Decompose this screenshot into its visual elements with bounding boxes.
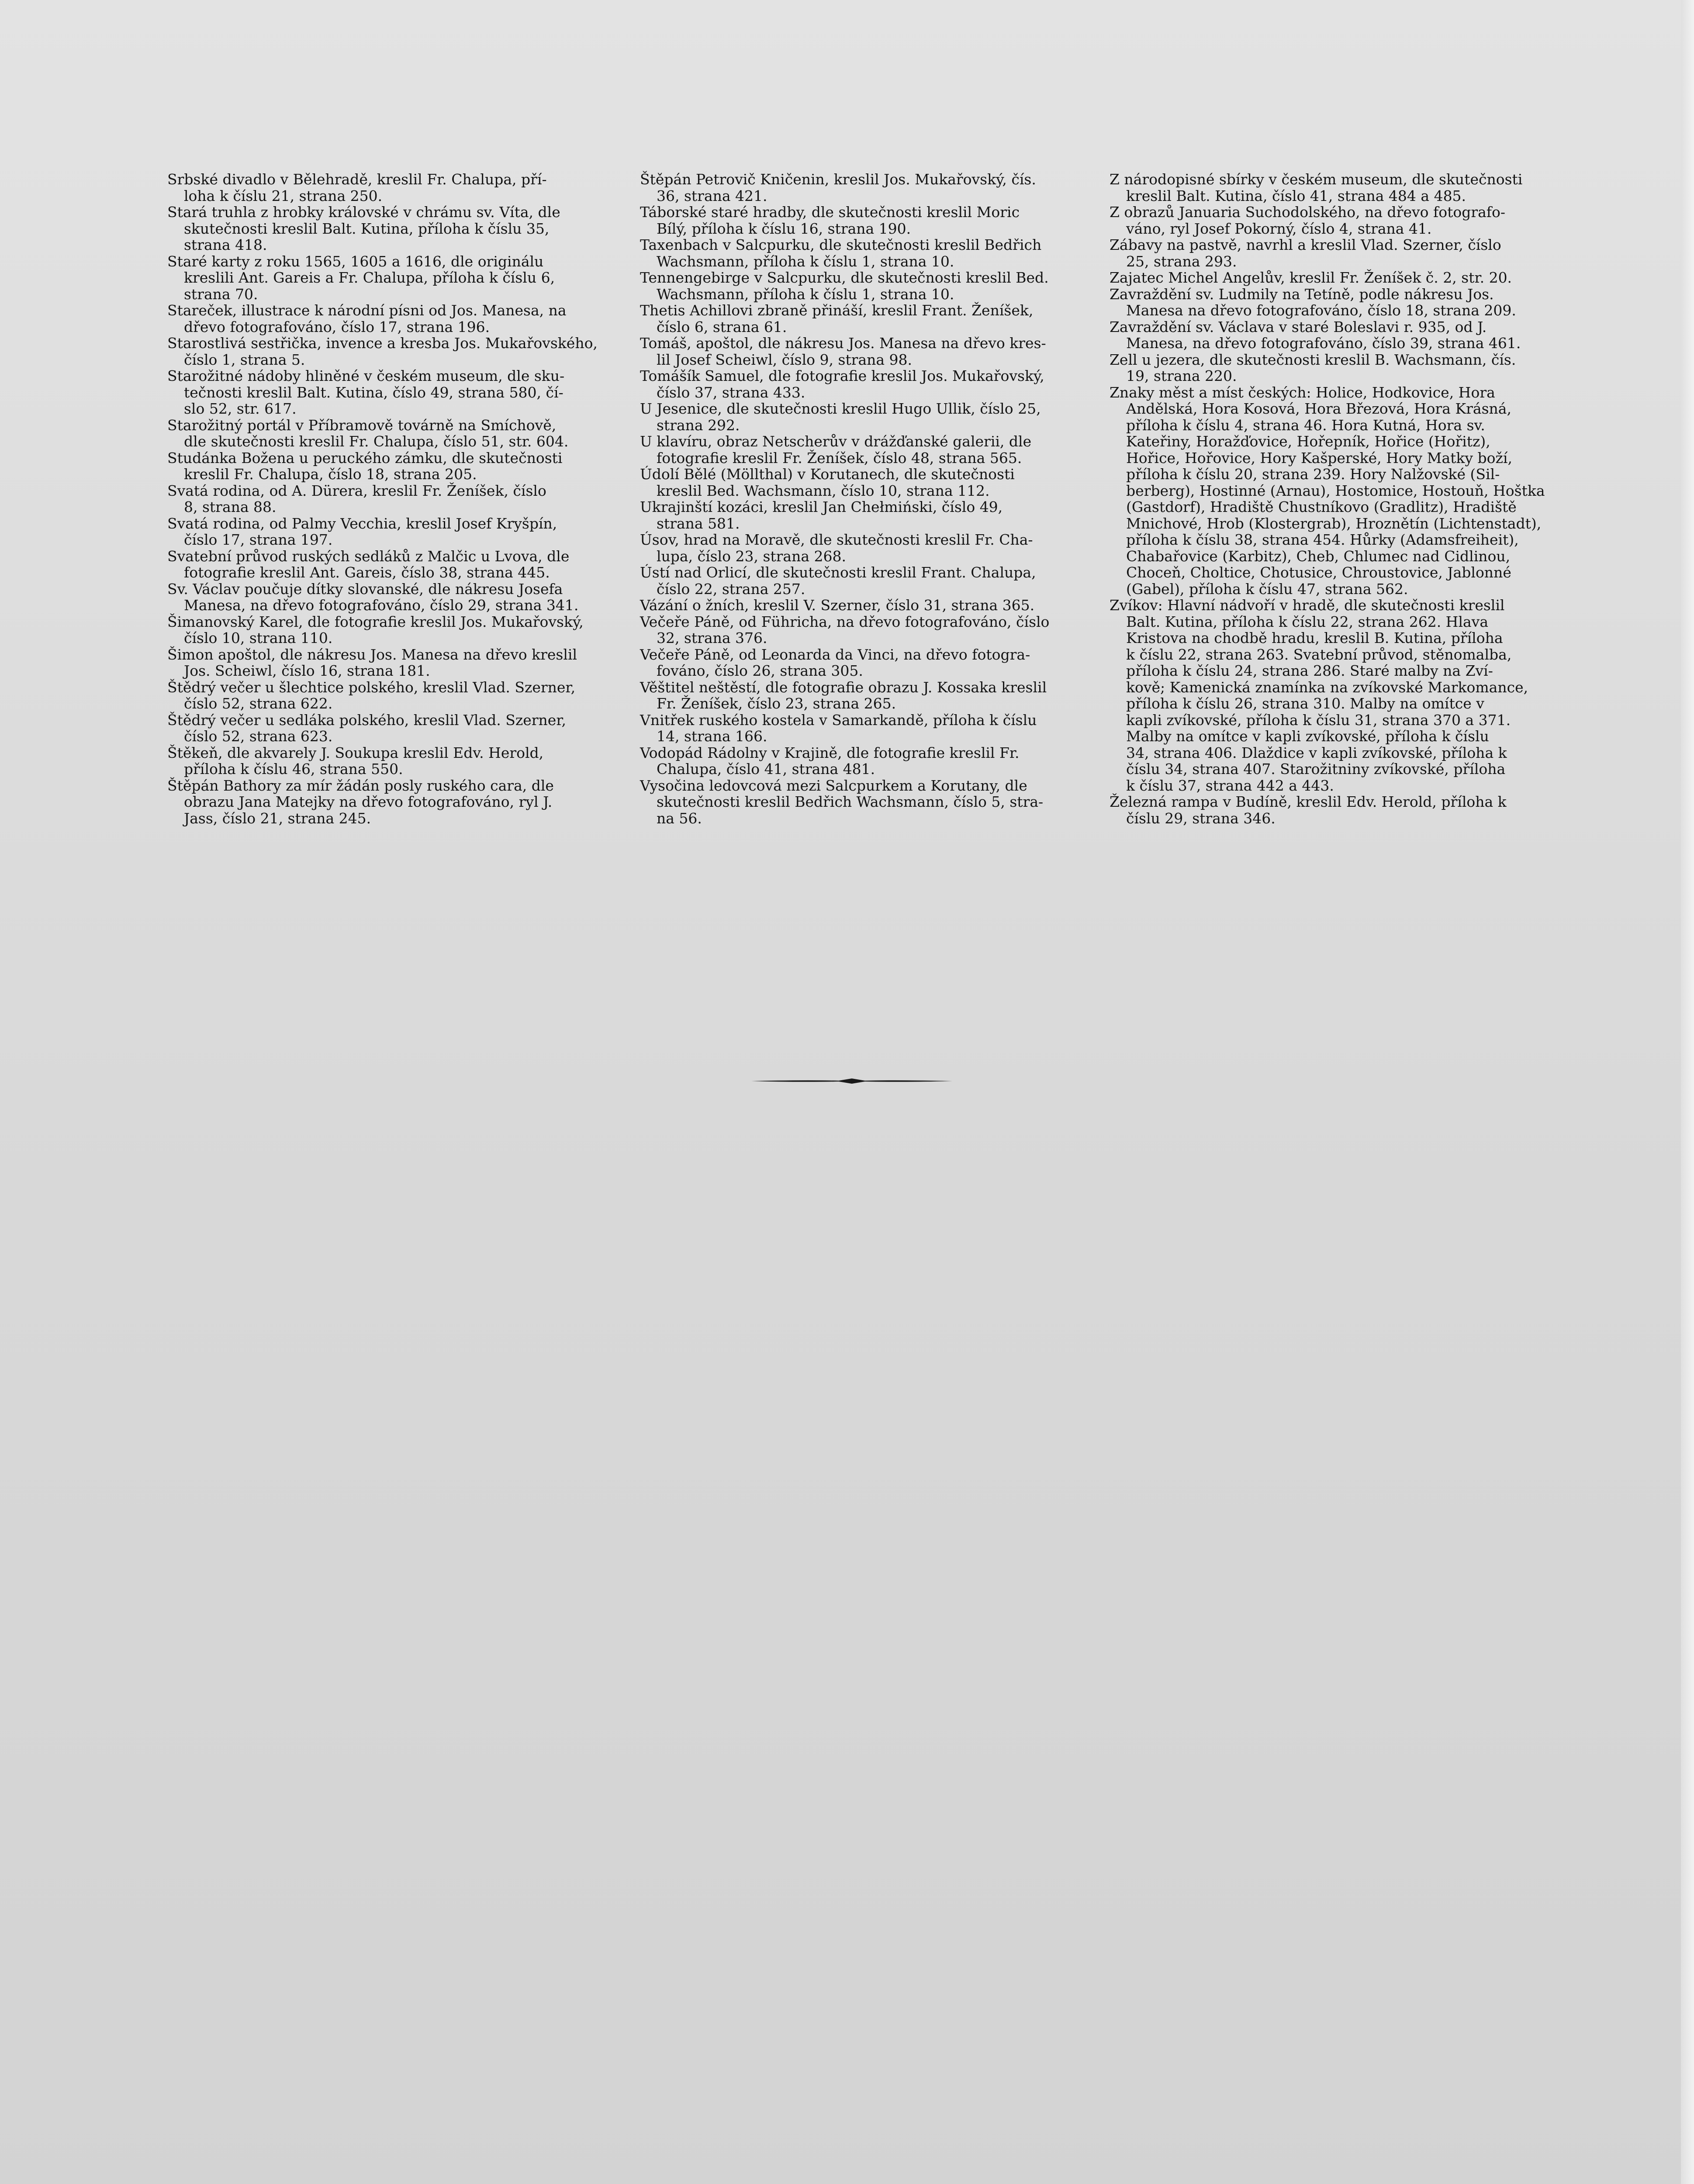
entry-continuation-line: kově; Kamenická znamínka na zvíkovské Markomance, [1126, 678, 1528, 696]
entry-line: Štědrý večer u šlechtice polského, kreslil Vlad. Szerner, [167, 678, 576, 696]
entry-continuation-line: číslo 17, strana 197. [184, 531, 333, 548]
entry-line: Vnitřek ruského kostela v Samarkandě, příloha k číslu [640, 711, 1037, 729]
index-entry [640, 433, 1099, 466]
index-entry [1110, 237, 1568, 270]
entry-line: Starožitné nádoby hliněné v českém museum, dle sku- [167, 367, 565, 384]
entry-line: Štěkeň, dle akvarely J. Soukupa kreslil Edv. Herold, [167, 744, 544, 761]
entry-continuation-line: fotografie kreslil Fr. Ženíšek, číslo 48, strana 565. [657, 449, 1022, 467]
entry-line: Zavraždění sv. Ludmily na Tetíně, podle nákresu Jos. [1110, 285, 1494, 303]
index-entry [1110, 319, 1568, 352]
entry-continuation-line: Chalupa, číslo 41, strana 481. [657, 760, 875, 778]
entry-continuation-line: k číslu 37, strana 442 a 443. [1126, 777, 1334, 794]
entry-continuation-line: strana 581. [657, 515, 740, 532]
entry-continuation-line: číslo 1, strana 5. [184, 351, 305, 368]
entry-continuation-line: příloha k číslu 38, strana 454. Hůrky (Adamsfreiheit), [1126, 531, 1519, 548]
entry-line: Šimanovský Karel, dle fotografie kreslil Jos. Mukařovský, [167, 613, 584, 630]
entry-line: Štěpán Bathory za mír žádán posly ruského cara, dle [167, 777, 554, 794]
entry-continuation-line: lupa, číslo 23, strana 268. [657, 547, 846, 565]
index-entry [167, 253, 626, 303]
entry-continuation-line: číslo 22, strana 257. [657, 580, 806, 598]
index-entry [167, 515, 626, 548]
index-entry [1110, 384, 1568, 598]
index-entry [167, 778, 626, 827]
page-edge [1681, 0, 1694, 2184]
entry-line: Ukrajinští kozáci, kreslil Jan Chełmiński, číslo 49, [640, 498, 1003, 515]
entry-continuation-line: kapli zvíkovské, příloha k číslu 31, strana 370 a 371. [1126, 711, 1511, 729]
ornament-divider [751, 1075, 952, 1088]
entry-continuation-line: tečnosti kreslil Balt. Kutina, číslo 49, strana 580, čí- [184, 384, 564, 401]
entry-line: Zajatec Michel Angelův, kreslil Fr. Ženíšek č. 2, str. 20. [1110, 269, 1512, 286]
entry-line: Stareček, illustrace k národní písni od Jos. Manesa, na [167, 302, 567, 319]
entry-continuation-line: Choceň, Choltice, Chotusice, Chroustovice, Jablonné [1126, 564, 1511, 581]
entry-line: Starožitný portál v Příbramově továrně na Smíchově, [167, 416, 557, 434]
entry-line: Železná rampa v Budíně, kreslil Edv. Herold, příloha k [1110, 793, 1507, 810]
entry-continuation-line: dle skutečnosti kreslil Fr. Chalupa, číslo 51, str. 604. [184, 433, 569, 450]
entry-continuation-line: číslu 34, strana 407. Starožitniny zvíkovské, příloha [1126, 760, 1506, 778]
entry-continuation-line: kreslili Ant. Gareis a Fr. Chalupa, příloha k číslu 6, [184, 269, 555, 286]
entry-continuation-line: Wachsmann, příloha k číslu 1, strana 10. [657, 252, 954, 270]
index-entry [640, 368, 1099, 401]
entry-continuation-line: 25, strana 293. [1126, 252, 1237, 270]
entry-line: Srbské divadlo v Bělehradě, kreslil Fr. Chalupa, pří- [167, 171, 547, 188]
index-entry [1110, 794, 1568, 826]
entry-continuation-line: (Gabel), příloha k číslu 47, strana 562. [1126, 580, 1408, 598]
entry-line: Úsov, hrad na Moravě, dle skutečnosti kreslil Fr. Cha- [640, 531, 1033, 548]
entry-line: Štědrý večer u sedláka polského, kreslil Vlad. Szerner, [167, 711, 566, 729]
entry-continuation-line: kreslil Bed. Wachsmann, číslo 10, strana 112. [657, 482, 990, 499]
index-entry [167, 450, 626, 483]
entry-continuation-line: Wachsmann, příloha k číslu 1, strana 10. [657, 285, 954, 303]
entry-line: Tennengebirge v Salcpurku, dle skutečnosti kreslil Bed. [640, 269, 1049, 286]
entry-line: Večeře Páně, od Führicha, na dřevo fotografováno, číslo [640, 613, 1050, 630]
entry-continuation-line: 14, strana 166. [657, 728, 767, 745]
index-entry [640, 335, 1099, 368]
entry-line: Zvíkov: Hlavní nádvoří v hradě, dle skutečnosti kreslil [1110, 597, 1505, 614]
index-entry [640, 171, 1099, 204]
entry-continuation-line: Jass, číslo 21, strana 245. [184, 809, 371, 827]
index-entry [1110, 286, 1568, 319]
entry-continuation-line: Balt. Kutina, příloha k číslu 22, strana 262. Hlava [1126, 613, 1488, 630]
entry-line: Šimon apoštol, dle nákresu Jos. Manesa na dřevo kreslil [167, 646, 577, 663]
entry-line: Studánka Božena u peruckého zámku, dle skutečnosti [167, 449, 563, 467]
entry-continuation-line: (Gastdorf), Hradiště Chustníkovo (Gradlitz), Hradiště [1126, 498, 1517, 515]
entry-line: Sv. Václav poučuje dítky slovanské, dle nákresu Josefa [167, 580, 563, 598]
index-entry [167, 335, 626, 368]
entry-line: Svatební průvod ruských sedláků z Malčic u Lvova, dle [167, 547, 570, 565]
entry-continuation-line: kreslil Fr. Chalupa, číslo 18, strana 205. [184, 466, 477, 483]
entry-line: Zavraždění sv. Václava v staré Boleslavi r. 935, od J. [1110, 318, 1487, 335]
entry-continuation-line: příloha k číslu 4, strana 46. Hora Kutná, Hora sv. [1126, 416, 1485, 434]
entry-continuation-line: 36, strana 421. [657, 187, 767, 204]
entry-continuation-line: Hořice, Hořovice, Hory Kašperské, Hory Matky boží, [1126, 449, 1512, 467]
index-entry [1110, 597, 1568, 794]
entry-continuation-line: dřevo fotografováno, číslo 17, strana 196. [184, 318, 490, 335]
entry-line: U klavíru, obraz Netscherův v drážďanské galerii, dle [640, 433, 1032, 450]
index-column-2 [640, 171, 1099, 826]
index-entry [167, 204, 626, 253]
entry-continuation-line: berberg), Hostinné (Arnau), Hostomice, Hostouň, Hoštka [1126, 482, 1545, 499]
entry-continuation-line: Malby na omítce v kapli zvíkovské, příloha k číslu [1126, 728, 1489, 745]
index-entry [640, 712, 1099, 745]
index-entry [167, 548, 626, 581]
entry-line: Zell u jezera, dle skutečnosti kreslil B. Wachsmann, čís. [1110, 351, 1516, 368]
entry-continuation-line: 19, strana 220. [1126, 367, 1237, 384]
entry-line: Tomášík Samuel, dle fotografie kreslil Jos. Mukařovský, [640, 367, 1044, 384]
entry-line: Ústí nad Orlicí, dle skutečnosti kreslil Frant. Chalupa, [640, 564, 1036, 581]
index-entry [640, 270, 1099, 302]
index-entry [640, 466, 1099, 499]
entry-continuation-line: na 56. [657, 809, 702, 827]
index-entry [167, 646, 626, 679]
index-entry [640, 237, 1099, 270]
index-entry [167, 171, 626, 204]
entry-line: Táborské staré hradby, dle skutečnosti kreslil Moric [640, 204, 1020, 221]
index-entry [1110, 204, 1568, 237]
entry-continuation-line: 8, strana 88. [184, 498, 277, 515]
entry-continuation-line: číslo 37, strana 433. [657, 384, 806, 401]
entry-continuation-line: Bílý, příloha k číslu 16, strana 190. [657, 220, 911, 237]
index-entry [640, 302, 1099, 335]
entry-continuation-line: Kristova na chodbě hradu, kreslil B. Kutina, příloha [1126, 629, 1503, 646]
entry-line: Taxenbach v Salcpurku, dle skutečnosti kreslil Bedřich [640, 236, 1042, 253]
entry-line: Tomáš, apoštol, dle nákresu Jos. Manesa na dřevo kres- [640, 335, 1046, 352]
entry-continuation-line: fováno, číslo 26, strana 305. [657, 662, 863, 679]
entry-continuation-line: fotografie kreslil Ant. Gareis, číslo 38, strana 445. [184, 564, 550, 581]
index-entry [640, 204, 1099, 237]
index-entry [167, 745, 626, 778]
entry-continuation-line: strana 70. [184, 285, 258, 303]
entry-continuation-line: lil Josef Scheiwl, číslo 9, strana 98. [657, 351, 913, 368]
index-entry [1110, 352, 1568, 384]
index-entry [640, 614, 1099, 646]
entry-line: U Jesenice, dle skutečnosti kreslil Hugo Ullik, číslo 25, [640, 400, 1041, 417]
entry-continuation-line: skutečnosti kreslil Bedřich Wachsmann, číslo 5, stra- [657, 793, 1044, 810]
entry-line: Starostlivá sestřička, invence a kresba Jos. Mukařovského, [167, 335, 598, 352]
index-entry [167, 302, 626, 335]
index-entry [167, 483, 626, 515]
index-entry [640, 532, 1099, 564]
entry-continuation-line: číslo 6, strana 61. [657, 318, 787, 335]
index-entry [640, 499, 1099, 532]
index-entry [167, 417, 626, 450]
entry-continuation-line: slo 52, str. 617. [184, 400, 297, 417]
index-entry [640, 778, 1099, 827]
index-entry [640, 646, 1099, 679]
entry-continuation-line: strana 418. [184, 236, 267, 253]
entry-line: Věštitel neštěstí, dle fotografie obrazu J. Kossaka kreslil [640, 678, 1047, 696]
entry-line: Znaky měst a míst českých: Holice, Hodkovice, Hora [1110, 384, 1495, 401]
entry-line: Z obrazů Januaria Suchodolského, na dřevo fotografo- [1110, 204, 1506, 221]
index-entry [640, 401, 1099, 433]
entry-continuation-line: Fr. Ženíšek, číslo 23, strana 265. [657, 695, 896, 712]
index-column-3 [1110, 171, 1568, 826]
entry-line: Svatá rodina, od A. Dürera, kreslil Fr. Ženíšek, číslo [167, 482, 546, 499]
index-entry [167, 712, 626, 745]
index-entry [167, 368, 626, 417]
entry-continuation-line: váno, ryl Josef Pokorný, číslo 4, strana 41. [1126, 220, 1432, 237]
entry-continuation-line: příloha k číslu 26, strana 310. Malby na omítce v [1126, 695, 1484, 712]
entry-line: Večeře Páně, od Leonarda da Vinci, na dřevo fotogra- [640, 646, 1030, 663]
entry-line: Staré karty z roku 1565, 1605 a 1616, dle originálu [167, 252, 544, 270]
entry-continuation-line: Mnichové, Hrob (Klostergrab), Hroznětín (Lichtenstadt), [1126, 515, 1542, 532]
index-entry [640, 597, 1099, 614]
index-entry [640, 745, 1099, 778]
entry-continuation-line: Manesa, na dřevo fotografováno, číslo 29, strana 341. [184, 597, 579, 614]
index-entry [167, 581, 626, 614]
entry-line: Svatá rodina, od Palmy Vecchia, kreslil Josef Kryšpín, [167, 515, 557, 532]
entry-continuation-line: číslo 10, strana 110. [184, 629, 333, 646]
entry-line: Thetis Achillovi zbraně přináší, kreslil Frant. Ženíšek, [640, 302, 1034, 319]
entry-line: Stará truhla z hrobky královské v chrámu sv. Víta, dle [167, 204, 560, 221]
entry-continuation-line: skutečnosti kreslil Balt. Kutina, příloha k číslu 35, [184, 220, 550, 237]
entry-line: Zábavy na pastvě, navrhl a kreslil Vlad. Szerner, číslo [1110, 236, 1501, 253]
entry-continuation-line: Manesa na dřevo fotografováno, číslo 18, strana 209. [1126, 302, 1516, 319]
entry-continuation-line: obrazu Jana Matejky na dřevo fotografováno, ryl J. [184, 793, 553, 810]
entry-continuation-line: 34, strana 406. Dlaždice v kapli zvíkovské, příloha k [1126, 744, 1507, 761]
entry-continuation-line: Andělská, Hora Kosová, Hora Březová, Hora Krásná, [1126, 400, 1511, 417]
entry-continuation-line: příloha k číslu 20, strana 239. Hory Nalžovské (Sil- [1126, 466, 1500, 483]
entry-continuation-line: Jos. Scheiwl, číslo 16, strana 181. [184, 662, 430, 679]
index-entry [167, 679, 626, 712]
entry-line: Vysočina ledovcová mezi Salcpurkem a Korutany, dle [640, 777, 1027, 794]
entry-continuation-line: příloha k číslu 46, strana 550. [184, 760, 403, 778]
entry-continuation-line: k číslu 22, strana 263. Svatební průvod, stěnomalba, [1126, 646, 1512, 663]
index-entry [640, 564, 1099, 597]
entry-line: Vázání o žních, kreslil V. Szerner, číslo 31, strana 365. [640, 597, 1035, 614]
entry-continuation-line: Kateřiny, Horažďovice, Hořepník, Hořice (Hořitz), [1126, 433, 1490, 450]
entry-line: Štěpán Petrovič Kničenin, kreslil Jos. Mukařovský, čís. [640, 171, 1036, 188]
entry-continuation-line: číslo 52, strana 623. [184, 728, 333, 745]
entry-continuation-line: kreslil Balt. Kutina, číslo 41, strana 484 a 485. [1126, 187, 1466, 204]
entry-line: Vodopád Rádolny v Krajině, dle fotografie kreslil Fr. [640, 744, 1020, 761]
entry-line: Údolí Bělé (Möllthal) v Korutanech, dle skutečnosti [640, 466, 1015, 483]
entry-continuation-line: číslo 52, strana 622. [184, 695, 333, 712]
entry-line: Z národopisné sbírky v českém museum, dle skutečnosti [1110, 171, 1523, 188]
entry-continuation-line: strana 292. [657, 416, 740, 434]
index-entry [1110, 171, 1568, 204]
index-entry [1110, 270, 1568, 286]
entry-continuation-line: loha k číslu 21, strana 250. [184, 187, 383, 204]
entry-continuation-line: Chabařovice (Karbitz), Cheb, Chlumec nad Cidlinou, [1126, 547, 1511, 565]
index-entry [167, 614, 626, 646]
entry-continuation-line: číslu 29, strana 346. [1126, 809, 1276, 827]
index-column-1 [167, 171, 626, 826]
index-entry [640, 679, 1099, 712]
entry-continuation-line: 32, strana 376. [657, 629, 767, 646]
entry-continuation-line: příloha k číslu 24, strana 286. Staré malby na Zví- [1126, 662, 1493, 679]
entry-continuation-line: Manesa, na dřevo fotografováno, číslo 39, strana 461. [1126, 335, 1521, 352]
